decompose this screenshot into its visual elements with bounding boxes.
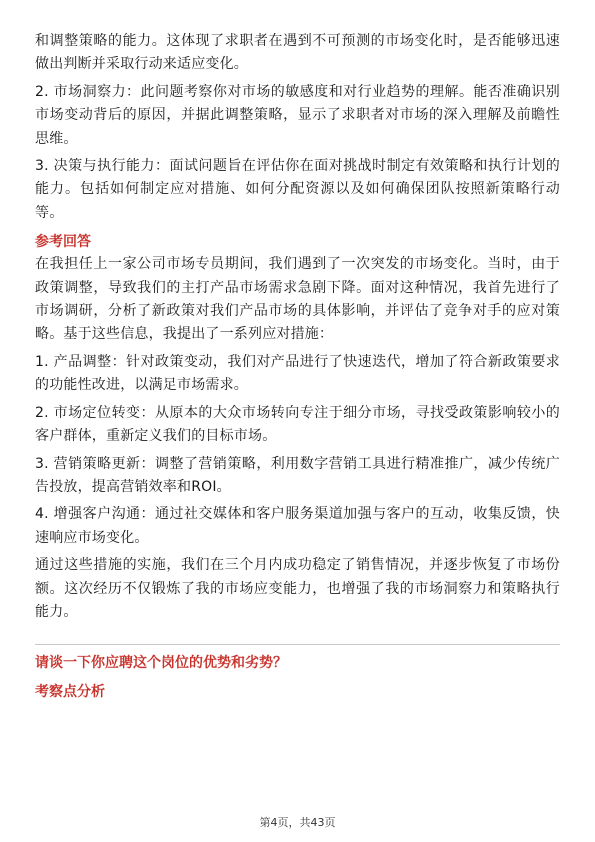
paragraph-answer-conclusion: 通过这些措施的实施，我们在三个月内成功稳定了销售情况，并逐步恢复了市场份额。这次经历不仅锻炼了我的市场应变能力，也增强了我的市场洞察力和策略执行能力。 bbox=[35, 557, 560, 620]
paragraph-answer-intro: 在我担任上一家公司市场专员期间，我们遇到了一次突发的市场变化。当时，由于政策调整，导致我们的主打产品市场需求急剧下降。面对这种情况，我首先进行了市场调研，分析了新政策对我们产品市场的具体影响，并评估了竞争对手的应对策略。基于这些信息，我提出了一系列应对措施： bbox=[35, 256, 560, 343]
paragraph-intro-continued: 和调整策略的能力。这体现了求职者在遇到不可预测的市场变化时，是否能够迅速做出判断并采取行动来适应变化。 bbox=[35, 33, 560, 73]
section-divider bbox=[35, 644, 560, 645]
question-heading: 请谈一下你应聘这个岗位的优势和劣势？ bbox=[35, 655, 287, 672]
page-number-footer: 第4页，共43页 bbox=[259, 816, 336, 829]
section-heading-analysis: 考察点分析 bbox=[35, 684, 105, 701]
document-body bbox=[35, 30, 560, 703]
paragraph-customer-communication: 4. 增强客户沟通：通过社交媒体和客户服务渠道加强与客户的互动，收集反馈，快速响应市场变化。 bbox=[35, 506, 560, 546]
paragraph-marketing-strategy: 3. 营销策略更新：调整了营销策略，利用数字营销工具进行精准推广，减少传统广告投放，提高营销效率和ROI。 bbox=[35, 455, 560, 495]
paragraph-market-positioning: 2. 市场定位转变：从原本的大众市场转向专注于细分市场，寻找受政策影响较小的客户群体，重新定义我们的目标市场。 bbox=[35, 404, 560, 445]
paragraph-decision-execution: 3. 决策与执行能力：面试问题旨在评估你在面对挑战时制定有效策略和执行计划的能力。包括如何制定应对措施、如何分配资源以及如何确保团队按照新策略行动等。 bbox=[35, 158, 560, 221]
paragraph-product-adjustment: 1. 产品调整：针对政策变动，我们对产品进行了快速迭代，增加了符合新政策要求的功能性改进，以满足市场需求。 bbox=[35, 353, 560, 394]
paragraph-market-insight: 2. 市场洞察力：此问题考察你对市场的敏感度和对行业趋势的理解。能否准确识别市场变动背后的原因，并据此调整策略，显示了求职者对市场的深入理解及前瞻性思维。 bbox=[35, 83, 560, 147]
section-heading-reference-answer: 参考回答 bbox=[35, 234, 91, 251]
